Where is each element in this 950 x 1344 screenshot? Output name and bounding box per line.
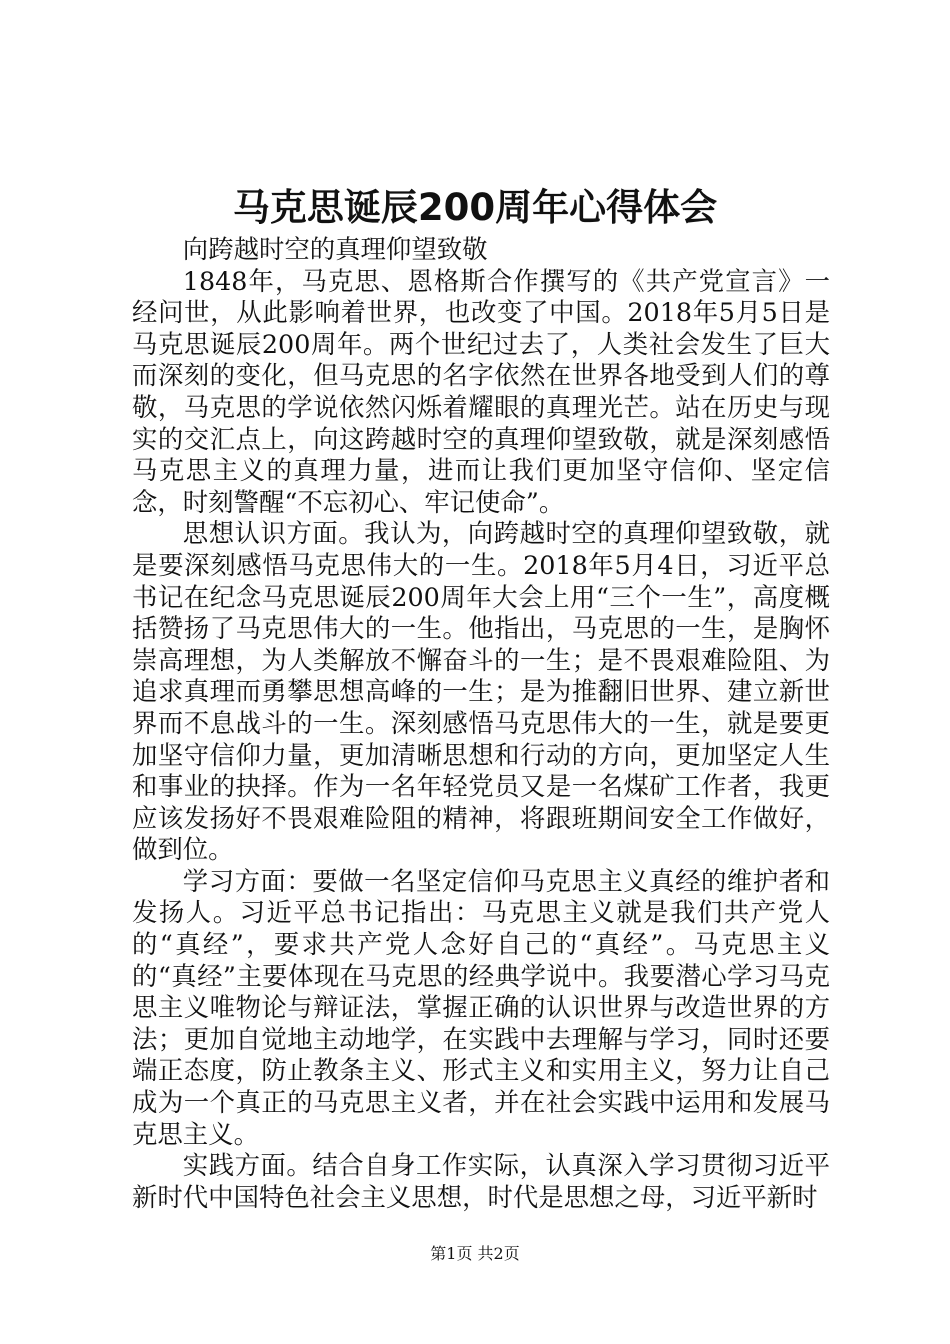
body-paragraph-1: 1848年，马克思、恩格斯合作撰写的《共产党宣言》一经问世，从此影响着世界，也改变了中国。2018年5月5日是马克思诞辰200周年。两个世纪过去了，人类社会发生了巨大而深刻的变化，但马克思的名字依然在世界各地受到人们的尊敬，马克思的学说依然闪烁着耀眼的真理光芒。站在历史与现实的交汇点上，向这跨越时空的真理仰望致敬，就是深刻感悟马克思主义的真理力量，进而让我们更加坚守信仰、坚定信念，时刻警醒“不忘初心、牢记使命”。 bbox=[132, 265, 830, 517]
body-paragraph-2: 思想认识方面。我认为，向跨越时空的真理仰望致敬，就是要深刻感悟马克思伟大的一生。2018年5月4日，习近平总书记在纪念马克思诞辰200周年大会上用“三个一生”，高度概括赞扬了马克思伟大的一生。他指出，马克思的一生，是胸怀崇高理想，为人类解放不懈奋斗的一生；是不畏艰难险阻、为追求真理而勇攀思想高峰的一生；是为推翻旧世界、建立新世界而不息战斗的一生。深刻感悟马克思伟大的一生，就是要更加坚守信仰力量，更加清晰思想和行动的方向，更加坚定人生和事业的抉择。作为一名年轻党员又是一名煤矿工作者，我更应该发扬好不畏艰难险阻的精神，将跟班期间安全工作做好，做到位。 bbox=[132, 518, 830, 865]
subtitle-paragraph: 向跨越时空的真理仰望致敬 bbox=[182, 234, 488, 264]
body-paragraph-4: 实践方面。结合自身工作实际，认真深入学习贯彻习近平新时代中国特色社会主义思想，时代是思想之母，习近平新时 bbox=[132, 1150, 830, 1212]
document-body bbox=[132, 234, 830, 1213]
document-title: 马克思诞辰200周年心得体会 bbox=[232, 186, 718, 229]
body-paragraph-3: 学习方面：要做一名坚定信仰马克思主义真经的维护者和发扬人。习近平总书记指出：马克思主义就是我们共产党人的“真经”，要求共产党人念好自己的“真经”。马克思主义的“真经”主要体现在马克思的经典学说中。我要潜心学习马克思主义唯物论与辩证法，掌握正确的认识世界与改造世界的方法；更加自觉地主动地学，在实践中去理解与学习，同时还要端正态度，防止教条主义、形式主义和实用主义，努力让自己成为一个真正的马克思主义者，并在社会实践中运用和发展马克思主义。 bbox=[132, 865, 830, 1149]
page-number-footer: 第1页 共2页 bbox=[430, 1244, 520, 1263]
